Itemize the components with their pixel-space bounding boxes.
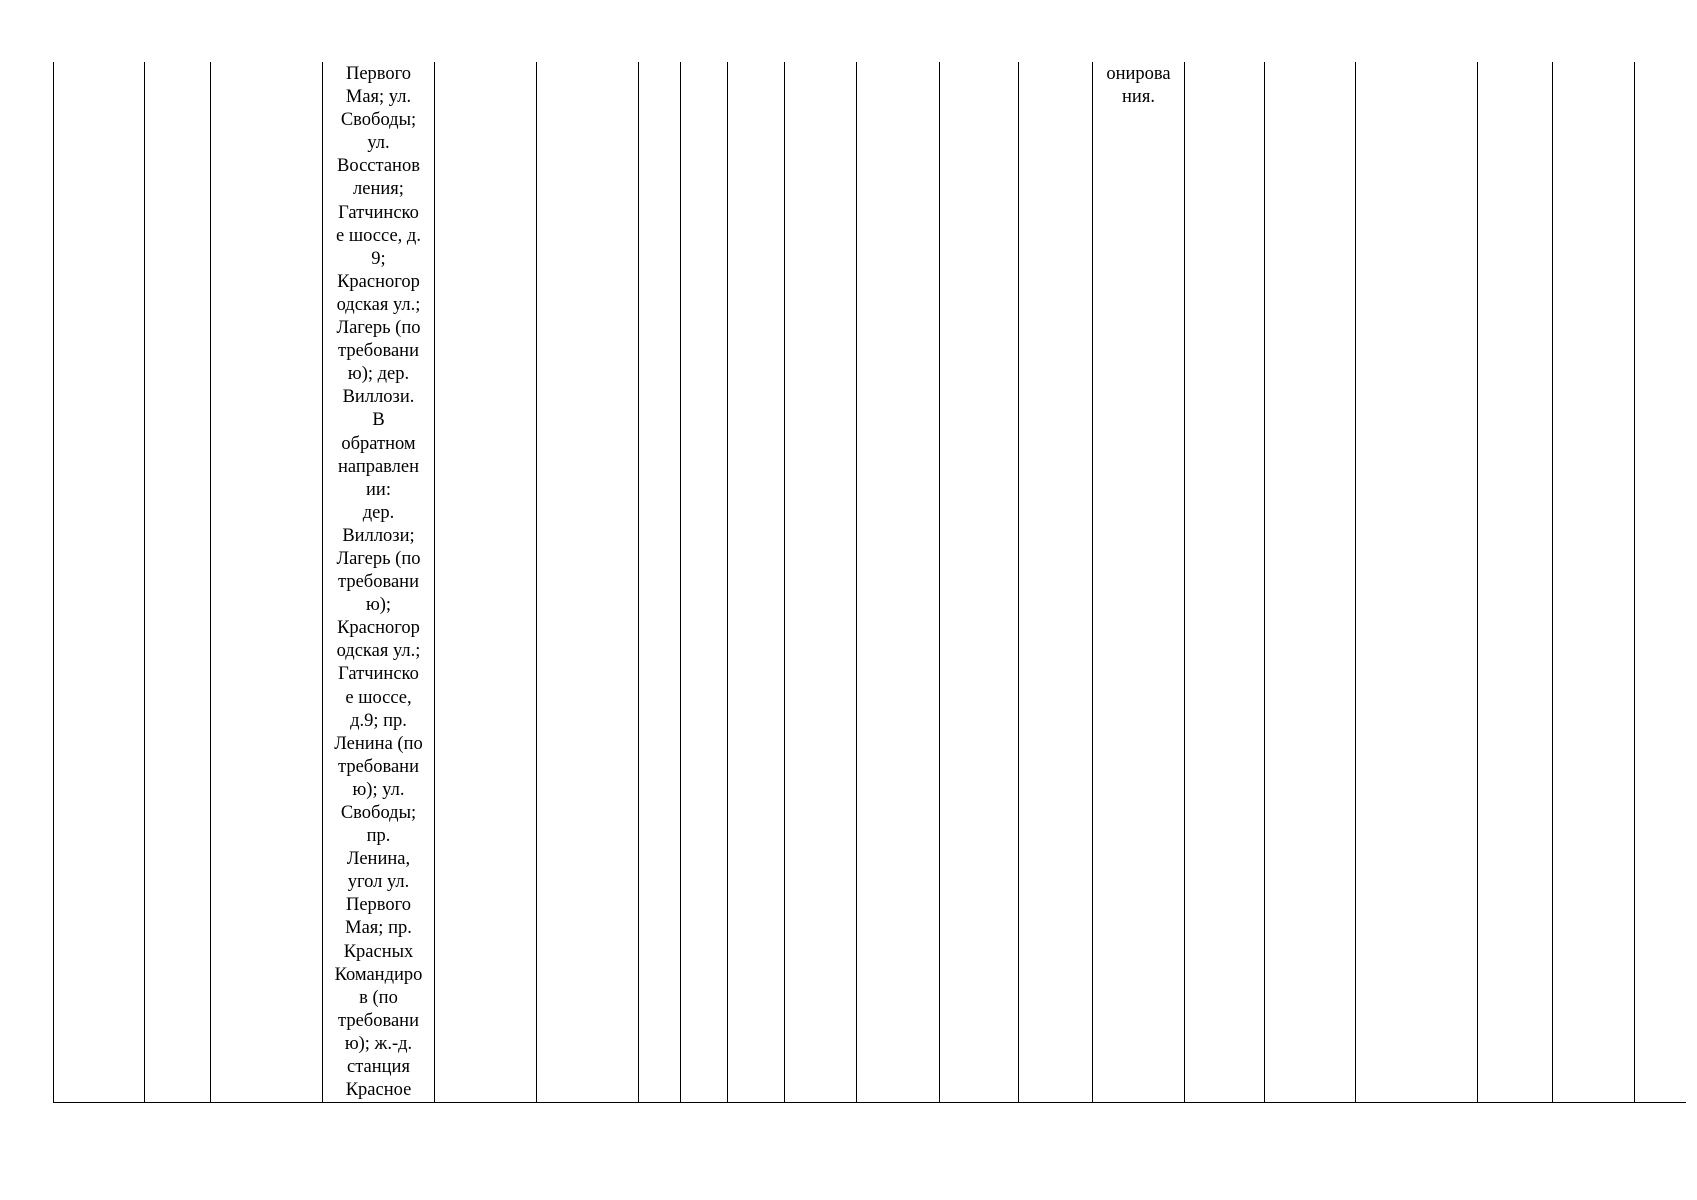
table-cell-col12 (940, 62, 1019, 1103)
table-cell-col3 (211, 62, 323, 1103)
table-cell-col16 (1265, 62, 1356, 1103)
table-cell-col10 (785, 62, 857, 1103)
table-cell-col13 (1019, 62, 1093, 1103)
table-cell-col17 (1356, 62, 1478, 1103)
table-cell-col6 (537, 62, 639, 1103)
route-stops-text: Первого Мая; ул. Свободы; ул. Восстанов ления; Гатчинско е шоссе, д. 9; Красногор одская ул.; Лагерь (по требовани ю); дер. Виллози. В обратном направлен ии: дер. Виллози; Лагерь (по требовани ю); Красногор одская ул.; Гатчинско е шоссе, д.9; пр. Ленина (по требовани ю); ул. Свободы; пр. Ленина, угол ул. Первого Мая; пр. Красных Командиро в (по требовани ю); ж.-д. станция Красное (334, 64, 423, 1101)
table-cell-col20 (1635, 62, 1686, 1103)
col14-text: онирова ния. (1106, 64, 1171, 108)
table-cell-col1 (54, 62, 145, 1103)
table-cell-col11 (857, 62, 940, 1103)
table-cell-col7 (639, 62, 681, 1103)
table-cell-col14 (1093, 62, 1185, 1103)
table-cell-col5 (435, 62, 537, 1103)
table-cell-col8 (681, 62, 728, 1103)
table-row (54, 62, 1686, 1103)
table-cell-col18 (1478, 62, 1553, 1103)
table-cell-col2 (145, 62, 211, 1103)
table-cell-col19 (1553, 62, 1635, 1103)
table-cell-col15 (1185, 62, 1265, 1103)
route-registry-table (53, 62, 1686, 1103)
route-stops-cell (323, 62, 435, 1103)
table-cell-col9 (728, 62, 785, 1103)
